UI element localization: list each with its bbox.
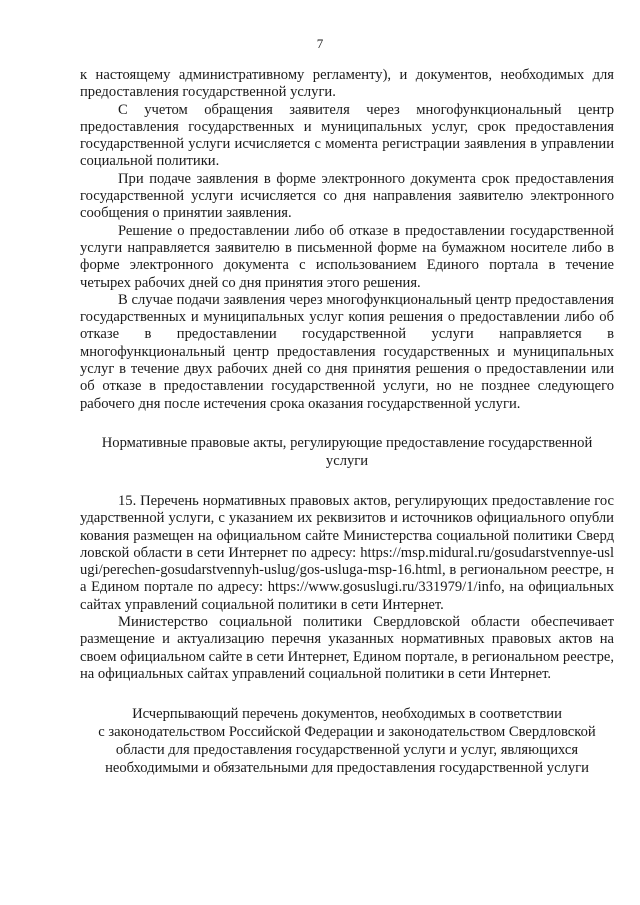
- paragraph-legal-acts-list: 15. Перечень нормативных правовых актов, регулирующих предоставление государственной услуги, с указанием их реквизитов и источников официального опубликования размещен на официальном сайте Министерства социальной политики Свердловской области в сети Интернет по адресу: https://msp.midural.ru/gosudarstvennye-uslugi/perechen-gosudarstvennyh-uslug/gos-usluga-msp-16.html, в региональном реестре, на Едином портале по адресу: https://www.gosuslugi.ru/331979/1/info, на официальных сайтах управлений социальной политики в сети Интернет.: [80, 492, 614, 613]
- heading-line: Исчерпывающий перечень документов, необходимых в соответствии: [132, 706, 562, 723]
- paragraph-ministry-publication: Министерство социальной политики Свердловской области обеспечивает размещение и актуализацию перечня указанных нормативных правовых актов на своем официальном сайте в сети Интернет, Едином портале, в региональном реестре, на официальных сайтах управлений социальной политики в сети Интернет.: [80, 614, 614, 682]
- section-heading-legal-acts: Нормативные правовые акты, регулирующие предоставление государственной услуги: [101, 434, 593, 469]
- paragraph-continuation: к настоящему административному регламенту), и документов, необходимых для предоставления государственной услуги.: [80, 67, 614, 101]
- heading-line: с законодательством Российской Федерации и законодательством Свердловской: [98, 724, 596, 741]
- page-content: [80, 67, 614, 777]
- paragraph-mfc-term: С учетом обращения заявителя через многофункциональный центр предоставления государственных и муниципальных услуг, срок предоставления государственной услуги исчисляется с момента регистрации заявления в управлении социальной политики.: [80, 101, 614, 170]
- paragraph-electronic-term: При подаче заявления в форме электронного документа срок предоставления государственной услуги исчисляется со дня направления заявителю электронного сообщения о принятии заявления.: [80, 170, 614, 222]
- paragraph-decision-notice: Решение о предоставлении либо об отказе в предоставлении государственной услуги направляется заявителю в письменной форме на бумажном носителе либо в форме электронного документа с использованием Единого портала в течение четырех рабочих дней со дня принятия этого решения.: [80, 222, 614, 291]
- spacer: [80, 683, 614, 705]
- heading-line: области для предоставления государственной услуги и услуг, являющихся: [115, 742, 579, 759]
- page-number: 7: [316, 36, 324, 51]
- spacer: [80, 470, 614, 493]
- heading-line: необходимыми и обязательными для предоставления государственной услуги: [105, 760, 589, 777]
- section-heading-documents: [80, 705, 614, 777]
- spacer: [80, 413, 614, 434]
- paragraph-mfc-copy: В случае подачи заявления через многофункциональный центр предоставления государственных и муниципальных услуг копия решения о предоставлении либо об отказе в предоставлении государственной услуги направляется в многофункциональный центр предоставления государственных и муниципальных услуг в течение двух рабочих дней со дня принятия решения о предоставлении или об отказе в предоставлении государственной услуги, но не позднее следующего рабочего дня после истечения срока оказания государственной услуги.: [80, 291, 614, 412]
